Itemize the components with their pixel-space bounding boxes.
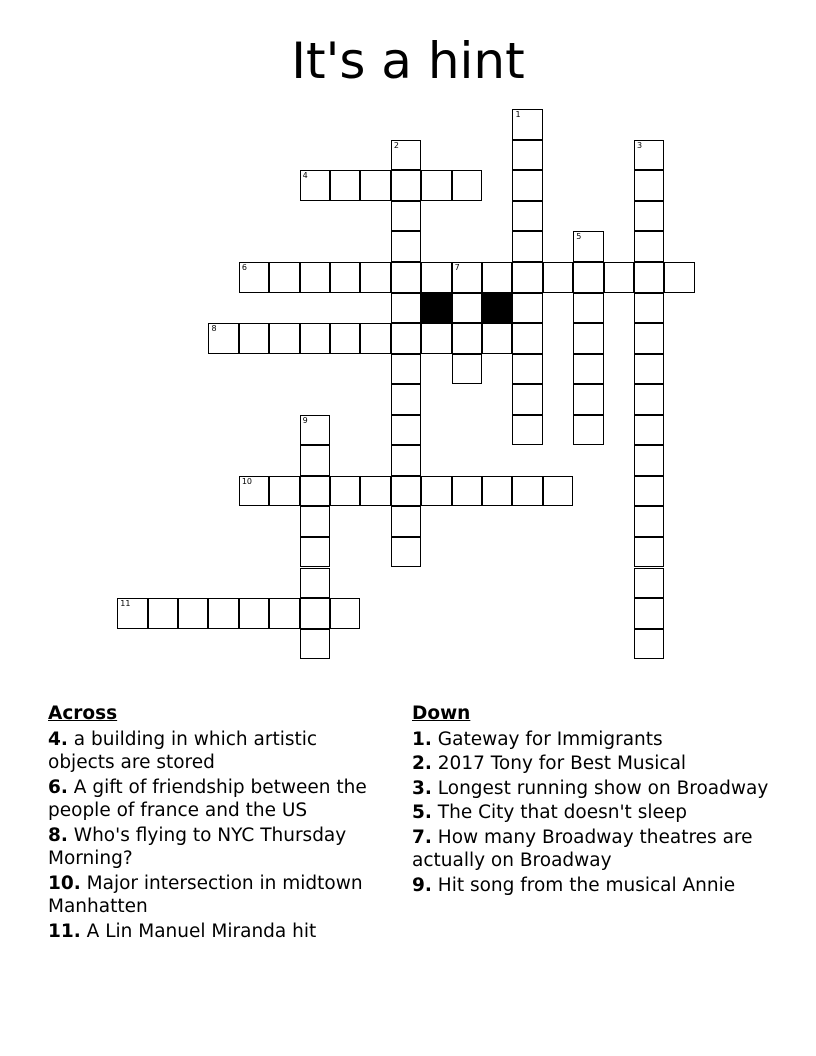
clue-text: How many Broadway theatres are actually on Broadway bbox=[412, 826, 753, 871]
grid-cell[interactable] bbox=[300, 598, 330, 629]
grid-cell[interactable] bbox=[634, 170, 664, 201]
grid-cell[interactable] bbox=[391, 140, 421, 171]
grid-cell[interactable] bbox=[269, 323, 299, 354]
grid-cell[interactable] bbox=[391, 170, 421, 201]
clue-across-6 bbox=[48, 776, 388, 823]
clue-number: 7. bbox=[412, 826, 432, 848]
clue-number: 11. bbox=[48, 920, 81, 942]
grid-cell[interactable] bbox=[330, 598, 360, 629]
grid-cell[interactable] bbox=[360, 262, 390, 293]
grid-cell[interactable] bbox=[391, 323, 421, 354]
clue-down-1 bbox=[412, 728, 782, 752]
grid-cell[interactable] bbox=[269, 476, 299, 507]
grid-cell[interactable] bbox=[391, 262, 421, 293]
clue-text: Major intersection in midtown Manhatten bbox=[48, 872, 363, 917]
grid-cell[interactable] bbox=[148, 598, 178, 629]
grid-cell[interactable] bbox=[482, 476, 512, 507]
grid-cell[interactable] bbox=[239, 262, 269, 293]
grid-cell[interactable] bbox=[634, 629, 664, 660]
grid-cell[interactable] bbox=[512, 231, 542, 262]
grid-cell[interactable] bbox=[482, 323, 512, 354]
grid-cell[interactable] bbox=[604, 262, 634, 293]
grid-cell[interactable] bbox=[178, 598, 208, 629]
grid-cell[interactable] bbox=[512, 170, 542, 201]
grid-cell[interactable] bbox=[300, 629, 330, 660]
grid-cell[interactable] bbox=[208, 598, 238, 629]
grid-cell[interactable] bbox=[391, 537, 421, 568]
clue-text: Who's flying to NYC Thursday Morning? bbox=[48, 824, 347, 869]
grid-cell[interactable] bbox=[269, 598, 299, 629]
grid-cell[interactable] bbox=[634, 231, 664, 262]
down-clues bbox=[412, 702, 782, 898]
cell-number: 7 bbox=[454, 263, 460, 272]
grid-cell[interactable] bbox=[239, 476, 269, 507]
grid-cell[interactable] bbox=[634, 415, 664, 446]
grid-cell[interactable] bbox=[269, 262, 299, 293]
grid-cell[interactable] bbox=[634, 354, 664, 385]
grid-cell[interactable] bbox=[391, 445, 421, 476]
grid-cell[interactable] bbox=[300, 445, 330, 476]
grid-cell[interactable] bbox=[330, 262, 360, 293]
grid-cell[interactable] bbox=[300, 506, 330, 537]
grid-cell[interactable] bbox=[634, 506, 664, 537]
cell-number: 2 bbox=[393, 140, 399, 150]
grid-cell[interactable] bbox=[300, 415, 330, 446]
grid-cell[interactable] bbox=[634, 201, 664, 232]
cell-number: 6 bbox=[241, 263, 247, 272]
black-square bbox=[421, 293, 451, 324]
grid-cell[interactable] bbox=[664, 262, 694, 293]
clue-text: A gift of friendship between the people of france and the US bbox=[48, 776, 367, 821]
grid-cell[interactable] bbox=[452, 262, 482, 293]
cell-number: 3 bbox=[637, 140, 643, 150]
grid-cell[interactable] bbox=[543, 262, 573, 293]
grid-cell[interactable] bbox=[573, 231, 603, 262]
clue-number: 1. bbox=[412, 728, 432, 750]
grid-cell[interactable] bbox=[391, 476, 421, 507]
grid-cell[interactable] bbox=[512, 293, 542, 324]
grid-cell[interactable] bbox=[300, 568, 330, 599]
clue-number: 10. bbox=[48, 872, 81, 894]
clue-number: 9. bbox=[412, 874, 432, 896]
grid-cell[interactable] bbox=[512, 109, 542, 140]
grid-cell[interactable] bbox=[300, 170, 330, 201]
cell-number: 1 bbox=[515, 110, 521, 120]
down-heading: Down bbox=[412, 703, 471, 724]
grid-cell[interactable] bbox=[117, 598, 147, 629]
grid-cell[interactable] bbox=[391, 354, 421, 385]
clue-down-2 bbox=[412, 752, 782, 776]
grid-cell[interactable] bbox=[573, 262, 603, 293]
grid-cell[interactable] bbox=[452, 323, 482, 354]
clue-number: 8. bbox=[48, 824, 68, 846]
clue-down-5 bbox=[412, 801, 782, 825]
grid-cell[interactable] bbox=[360, 323, 390, 354]
grid-cell[interactable] bbox=[452, 354, 482, 385]
clue-down-3 bbox=[412, 777, 782, 801]
grid-cell[interactable] bbox=[452, 170, 482, 201]
grid-cell[interactable] bbox=[391, 506, 421, 537]
grid-cell[interactable] bbox=[634, 384, 664, 415]
grid-cell[interactable] bbox=[300, 476, 330, 507]
clue-number: 3. bbox=[412, 777, 432, 799]
grid-cell[interactable] bbox=[300, 323, 330, 354]
clue-across-10 bbox=[48, 872, 388, 919]
cell-number: 11 bbox=[120, 599, 131, 609]
grid-cell[interactable] bbox=[634, 537, 664, 568]
grid-cell[interactable] bbox=[239, 598, 269, 629]
clue-across-11 bbox=[48, 920, 388, 944]
grid-cell[interactable] bbox=[391, 384, 421, 415]
grid-cell[interactable] bbox=[482, 262, 512, 293]
grid-cell[interactable] bbox=[300, 537, 330, 568]
grid-cell[interactable] bbox=[512, 262, 542, 293]
clue-number: 5. bbox=[412, 802, 432, 823]
cell-number: 5 bbox=[576, 232, 582, 242]
across-heading: Across bbox=[48, 703, 118, 724]
grid-cell[interactable] bbox=[330, 476, 360, 507]
grid-cell[interactable] bbox=[573, 293, 603, 324]
across-clues bbox=[48, 702, 388, 944]
grid-cell[interactable] bbox=[391, 231, 421, 262]
grid-cell[interactable] bbox=[452, 293, 482, 324]
grid-cell[interactable] bbox=[634, 140, 664, 171]
grid-cell[interactable] bbox=[634, 476, 664, 507]
clue-text: Longest running show on Broadway bbox=[431, 777, 769, 799]
grid-cell[interactable] bbox=[360, 170, 390, 201]
grid-cell[interactable] bbox=[208, 323, 238, 354]
grid-cell[interactable] bbox=[573, 323, 603, 354]
grid-cell[interactable] bbox=[421, 476, 451, 507]
black-square bbox=[482, 293, 512, 324]
clue-text: Gateway for Immigrants bbox=[431, 728, 663, 750]
page-title: It's a hint bbox=[291, 32, 525, 90]
clue-number: 4. bbox=[48, 728, 68, 750]
grid-cell[interactable] bbox=[330, 323, 360, 354]
grid-cell[interactable] bbox=[634, 323, 664, 354]
grid-cell[interactable] bbox=[512, 323, 542, 354]
grid-cell[interactable] bbox=[512, 384, 542, 415]
cell-number: 8 bbox=[211, 324, 217, 334]
clue-text: a building in which artistic objects are stored bbox=[48, 728, 318, 773]
grid-cell[interactable] bbox=[573, 354, 603, 385]
grid-cell[interactable] bbox=[573, 415, 603, 446]
grid-cell[interactable] bbox=[360, 476, 390, 507]
grid-cell[interactable] bbox=[300, 262, 330, 293]
clue-across-4 bbox=[48, 728, 388, 775]
grid-cell[interactable] bbox=[452, 476, 482, 507]
grid-cell[interactable] bbox=[391, 415, 421, 446]
clue-number: 2. bbox=[412, 753, 432, 774]
cell-number: 10 bbox=[241, 476, 253, 486]
cell-number: 4 bbox=[302, 171, 308, 181]
clue-down-9 bbox=[412, 874, 782, 898]
clue-down-7 bbox=[412, 826, 782, 873]
clue-text: 2017 Tony for Best Musical bbox=[431, 753, 687, 774]
grid-cell[interactable] bbox=[634, 568, 664, 599]
grid-cell[interactable] bbox=[330, 170, 360, 201]
clue-number: 6. bbox=[48, 776, 68, 798]
clue-text: Hit song from the musical Annie bbox=[431, 874, 736, 896]
grid-cell[interactable] bbox=[512, 354, 542, 385]
grid-cell[interactable] bbox=[543, 476, 573, 507]
grid-cell[interactable] bbox=[512, 140, 542, 171]
cell-number: 9 bbox=[302, 415, 308, 425]
grid-cell[interactable] bbox=[634, 598, 664, 629]
grid-cell[interactable] bbox=[573, 384, 603, 415]
grid-cell[interactable] bbox=[634, 293, 664, 324]
grid-cell[interactable] bbox=[634, 262, 664, 293]
clue-text: A Lin Manuel Miranda hit bbox=[80, 920, 317, 942]
grid-cell[interactable] bbox=[421, 170, 451, 201]
clue-text: The City that doesn't sleep bbox=[431, 802, 687, 823]
grid-cell[interactable] bbox=[512, 201, 542, 232]
grid-cell[interactable] bbox=[239, 323, 269, 354]
clue-across-8 bbox=[48, 824, 388, 871]
grid-cell[interactable] bbox=[512, 415, 542, 446]
grid-cell[interactable] bbox=[421, 262, 451, 293]
grid-cell[interactable] bbox=[634, 445, 664, 476]
grid-cell[interactable] bbox=[391, 201, 421, 232]
grid-cell[interactable] bbox=[512, 476, 542, 507]
grid-cell[interactable] bbox=[421, 323, 451, 354]
grid-cell[interactable] bbox=[391, 293, 421, 324]
